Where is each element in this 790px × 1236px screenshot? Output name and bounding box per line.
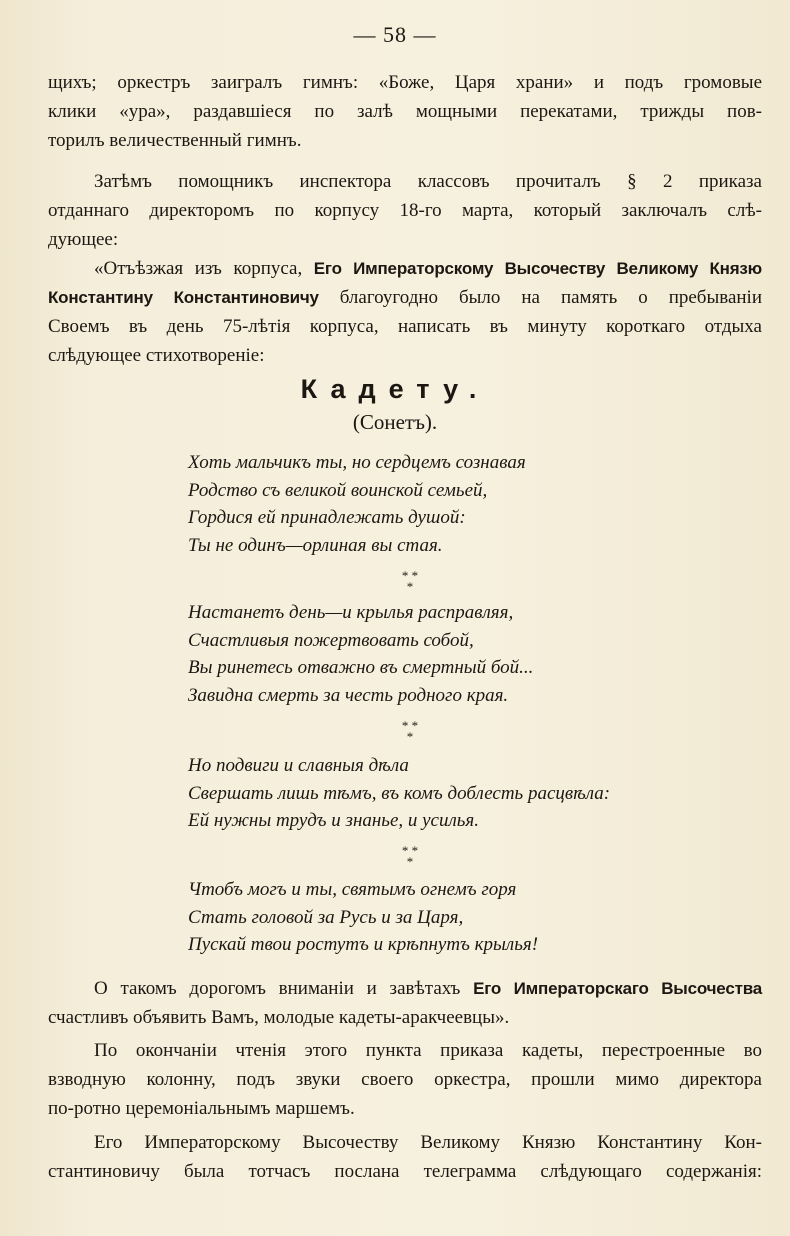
text-line (48, 254, 762, 283)
poem-stanza-4 (188, 876, 538, 959)
poem-line: Стать головой за Русь и за Царя, (188, 906, 464, 928)
text-fragment: О такомъ дорогомъ вниманiи и завѣтахъ (94, 978, 474, 999)
text-fragment: «Отъѣзжая изъ корпуса, (94, 258, 314, 279)
text-line: по-ротно церемонiальнымъ маршемъ. (48, 1098, 355, 1119)
stanza-separator: * * * (401, 718, 419, 744)
stanza-separator: * * * (401, 568, 419, 594)
page-number: — 58 — (353, 22, 437, 47)
text-line: Его Императорскому Высочеству Великому Князю Константину Кон- (94, 1132, 762, 1153)
poem-line: Хоть мальчикъ ты, но сердцемъ сознавая (188, 452, 526, 473)
text-line: По окончанiи чтенiя этого пункта приказа кадеты, перестроенные во (94, 1040, 762, 1061)
poem-line: Чтобъ могъ и ты, святымъ огнемъ горя (188, 879, 517, 900)
poem-line: Пускай твои ростутъ и крѣпнутъ крылья! (188, 934, 539, 955)
poem-stanza-3 (188, 752, 610, 835)
poem-line: Счастливыя пожертвовать собой, (188, 629, 474, 651)
poem-line: Свершать лишь тѣмъ, въ комъ доблесть расцвѣла: (188, 782, 611, 804)
poem-line: Родство съ великой воинской семьей, (188, 479, 488, 501)
text-line: счастливъ объявить Вамъ, молодые кадеты-аракчеевцы». (48, 1007, 510, 1028)
stanza-separator: * * * (401, 843, 419, 869)
poem-line: Ей нужны трудъ и знанье, и усилья. (188, 810, 480, 831)
poem-stanza-1 (188, 449, 526, 559)
poem-line: Завидна смерть за честь родного края. (188, 684, 509, 706)
paragraph-anthem (48, 68, 762, 155)
text-line: взводную колонну, подъ звуки своего оркестра, прошли мимо директора (48, 1069, 762, 1090)
text-line: отданнаго директоромъ по корпусу 18-го марта, который заключалъ слѣ- (48, 200, 762, 221)
poem-stanza-2 (188, 599, 533, 709)
paragraph-telegram (48, 1128, 762, 1186)
text-line: Своемъ въ день 75-лѣтiя корпуса, написать въ минуту короткаго отдыха (48, 316, 762, 337)
poem-subtitle: (Сонетъ). (352, 410, 438, 434)
poem-line: Ты не одинъ—орлиная вы стая. (188, 534, 443, 556)
paragraph-order (48, 167, 762, 254)
text-fragment-bold: Константину Константиновичу (48, 288, 319, 307)
text-line: торилъ величественный гимнъ. (48, 130, 302, 151)
text-line (48, 974, 762, 1003)
text-line: Затѣмъ помощникъ инспектора классовъ прочиталъ § 2 приказа (94, 171, 762, 192)
text-line: дующее: (48, 229, 119, 250)
paragraph-quote-intro (48, 254, 762, 370)
text-fragment: благоугодно было на память о пребыванiи (318, 287, 762, 308)
poem-line: Гордися ей принадлежать душой: (188, 507, 466, 528)
text-line: слѣдующее стихотворенiе: (48, 345, 265, 366)
text-fragment-bold: Его Императорскому Высочеству Великому Князю (313, 259, 762, 278)
text-line: стантиновичу была тотчасъ послана телеграмма слѣдующаго содержанiя: (48, 1161, 762, 1182)
poem-line: Но подвиги и славныя дѣла (188, 755, 409, 776)
text-line: клики «ура», раздавшiеся по залѣ мощными перекатами, трижды пов- (48, 101, 762, 122)
paragraph-quote-end (48, 974, 762, 1032)
poem-line: Настанетъ день—и крылья расправляя, (188, 602, 514, 623)
text-line: щихъ; оркестръ заигралъ гимнъ: «Боже, Царя храни» и подъ громовые (48, 72, 762, 93)
poem-title: Кадету. (300, 374, 490, 404)
text-line (48, 283, 762, 312)
text-fragment-bold: Его Императорскаго Высочества (473, 979, 762, 998)
paragraph-march (48, 1036, 762, 1123)
poem-line: Вы ринетесь отважно въ смертный бой... (188, 657, 534, 678)
